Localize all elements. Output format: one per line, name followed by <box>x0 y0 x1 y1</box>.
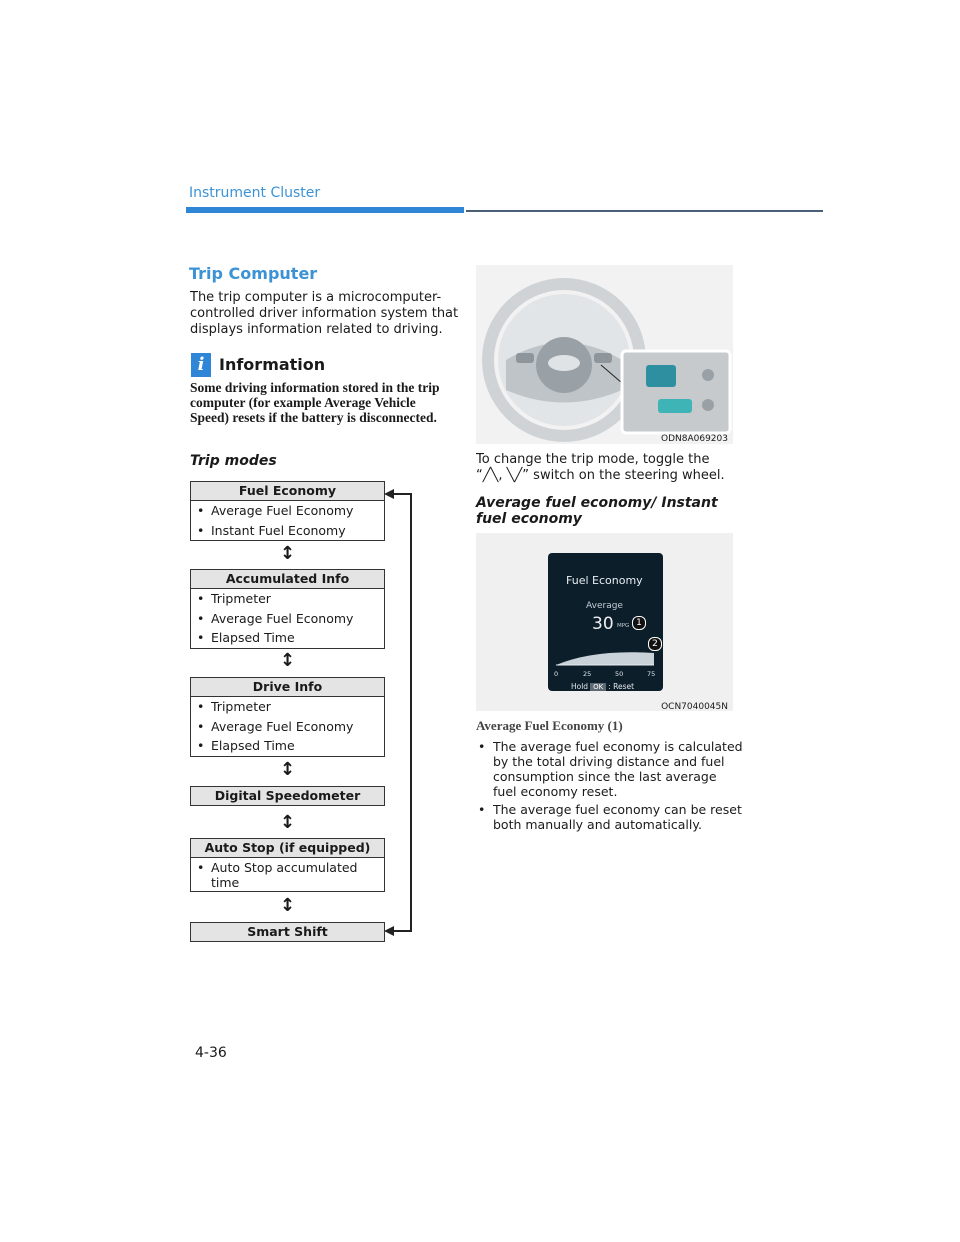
list-item: • Tripmeter <box>191 697 384 717</box>
figure-code: OCN7040045N <box>661 702 728 712</box>
list-item: • Elapsed Time <box>191 628 384 648</box>
trip-computer-title: Trip Computer <box>189 264 318 283</box>
information-body: Some driving information stored in the trip computer (for example Average Vehicle Speed) resets if the battery is disconnected. <box>190 380 440 425</box>
reset-text: : Reset <box>608 682 635 691</box>
list-item: • Average Fuel Economy <box>191 501 384 521</box>
hold-text: Hold <box>571 682 589 691</box>
screen-unit: MPG <box>617 623 630 629</box>
header-section-title: Instrument Cluster <box>189 185 321 201</box>
list-item: • Average Fuel Economy <box>191 717 384 737</box>
list-item: • Elapsed Time <box>191 736 384 756</box>
steering-switch-instruction: To change the trip mode, toggle the “╱╲, ╲╱” switch on the steering wheel. <box>476 452 725 483</box>
up-down-arrow-icon: ↕ <box>280 812 296 833</box>
screen-hold-reset <box>571 682 634 691</box>
list-item: • Tripmeter <box>191 589 384 609</box>
mode-box-smart-shift <box>190 922 385 942</box>
figure-code: ODN8A069203 <box>661 434 728 444</box>
up-down-arrow-icon: ↕ <box>280 759 296 780</box>
list-item: • Auto Stop accumulated time <box>191 858 384 891</box>
steering-wheel-figure <box>476 265 733 444</box>
list-item: • The average fuel economy can be reset both manually and automatically. <box>478 802 743 832</box>
mode-label: Drive Info <box>191 678 384 697</box>
mode-label: Fuel Economy <box>191 482 384 501</box>
mode-box-auto-stop <box>190 838 385 892</box>
fuel-gauge-bar <box>554 643 658 669</box>
mode-label: Digital Speedometer <box>191 787 384 805</box>
mode-label: Accumulated Info <box>191 570 384 589</box>
tick-label: 75 <box>647 670 656 678</box>
mode-label: Smart Shift <box>191 923 384 941</box>
loop-connector-top <box>392 493 411 495</box>
screen-average-label: Average <box>586 601 623 611</box>
list-item: • Instant Fuel Economy <box>191 521 384 541</box>
mode-box-accumulated-info <box>190 569 385 649</box>
screen-title: Fuel Economy <box>566 574 643 587</box>
steering-wheel-illustration <box>476 265 733 444</box>
trip-computer-intro: The trip computer is a microcomputer-controlled driver information system that displays information related to driving. <box>190 290 459 337</box>
up-down-arrow-icon: ↕ <box>280 895 296 916</box>
mode-box-drive-info <box>190 677 385 757</box>
information-title: Information <box>219 355 326 374</box>
up-down-arrow-icon: ↕ <box>280 650 296 671</box>
mode-box-fuel-economy <box>190 481 385 541</box>
cluster-screen <box>548 553 663 691</box>
trip-modes-title: Trip modes <box>190 453 277 469</box>
list-item: • Average Fuel Economy <box>191 609 384 629</box>
avg-fuel-economy-heading: Average Fuel Economy (1) <box>476 718 623 733</box>
header-bar-rule <box>466 210 823 212</box>
mode-box-digital-speedometer <box>190 786 385 806</box>
header-bar-accent <box>186 207 464 213</box>
screen-average-value: 30 <box>592 614 614 634</box>
callout-badge: 2 <box>648 637 662 651</box>
info-icon: i <box>191 353 211 377</box>
loop-connector-line <box>410 493 412 932</box>
tick-label: 50 <box>615 670 624 678</box>
avg-section-title: Average fuel economy/ Instant fuel economy <box>476 495 718 527</box>
loop-connector-bottom <box>392 930 411 932</box>
ok-key: OK <box>590 683 606 691</box>
tick-label: 25 <box>583 670 592 678</box>
up-down-arrow-icon: ↕ <box>280 543 296 564</box>
cluster-figure <box>476 533 733 711</box>
arrow-left-icon <box>384 926 394 936</box>
arrow-left-icon <box>384 489 394 499</box>
tick-label: 0 <box>554 670 559 678</box>
mode-label: Auto Stop (if equipped) <box>191 839 384 858</box>
page-number: 4-36 <box>195 1045 227 1061</box>
list-item: • The average fuel economy is calculated by the total driving distance and fuel consumption since the last average fuel economy reset. <box>478 739 743 799</box>
callout-badge: 1 <box>632 616 646 630</box>
